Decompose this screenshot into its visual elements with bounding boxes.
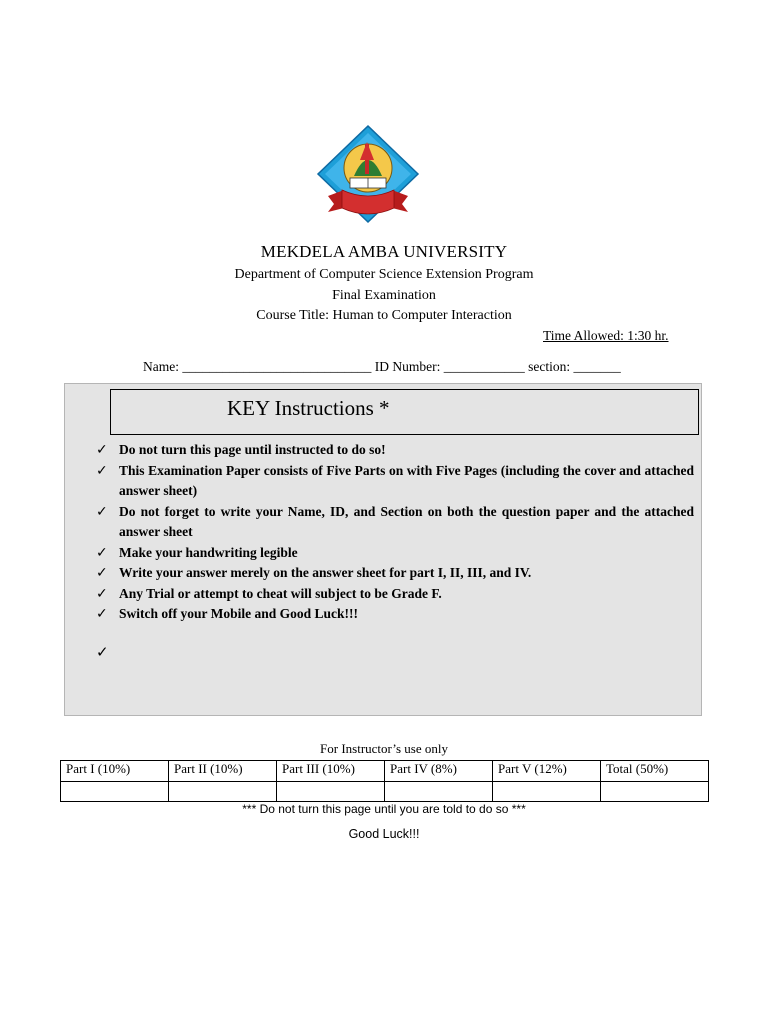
marks-score-cell bbox=[61, 782, 169, 802]
instruction-item bbox=[96, 461, 694, 502]
student-info-fields: Name: ____________________________ ID Number: ____________ section: _______ bbox=[143, 359, 621, 374]
marks-score-cell bbox=[493, 782, 601, 802]
marks-score-cell bbox=[277, 782, 385, 802]
marks-header-row bbox=[61, 761, 709, 782]
marks-column-header: Part IV (8%) bbox=[385, 761, 493, 782]
university-seal-emblem-icon bbox=[314, 124, 422, 228]
university-logo bbox=[314, 124, 422, 228]
marks-score-cell bbox=[601, 782, 709, 802]
instruction-item bbox=[96, 440, 694, 461]
instruction-text: Any Trial or attempt to cheat will subject to be Grade F. bbox=[119, 585, 442, 601]
check-mark-icon: ✓ bbox=[96, 503, 108, 520]
instruction-text: Do not forget to write your Name, ID, and Section on both the question paper and the attached answer sheet bbox=[119, 503, 694, 539]
instruction-text: Switch off your Mobile and Good Luck!!! bbox=[119, 606, 359, 621]
marks-column-header: Part V (12%) bbox=[493, 761, 601, 782]
marks-score-cell bbox=[385, 782, 493, 802]
course-title: Course Title: Human to Computer Interaction bbox=[256, 308, 512, 323]
check-mark-icon: ✓ bbox=[96, 565, 108, 581]
check-mark-icon: ✓ bbox=[96, 442, 108, 458]
instruction-item bbox=[96, 584, 694, 605]
instruction-text: Make your handwriting legible bbox=[119, 544, 298, 560]
instruction-text: Write your answer merely on the answer sheet for part I, II, III, and IV. bbox=[119, 565, 532, 580]
exam-type: Final Examination bbox=[332, 288, 436, 303]
instructor-use-caption: For Instructor’s use only bbox=[320, 741, 448, 756]
check-mark-icon: ✓ bbox=[96, 462, 108, 479]
instructions-list bbox=[96, 440, 694, 625]
check-mark-icon: ✓ bbox=[96, 544, 108, 561]
marks-column-header: Total (50%) bbox=[601, 761, 709, 782]
instruction-item bbox=[96, 604, 694, 625]
footer-note: *** Do not turn this page until you are told to do so *** bbox=[242, 802, 526, 816]
instruction-item bbox=[96, 563, 694, 584]
instruction-item bbox=[96, 543, 694, 564]
department-name: Department of Computer Science Extension Program bbox=[234, 267, 534, 282]
instruction-text: Do not turn this page until instructed to do so! bbox=[119, 442, 386, 457]
instructions-title-box bbox=[110, 389, 699, 435]
marks-score-row bbox=[61, 782, 709, 802]
instruction-item bbox=[96, 502, 694, 543]
marks-column-header: Part III (10%) bbox=[277, 761, 385, 782]
good-luck-text: Good Luck!!! bbox=[348, 827, 420, 841]
time-allowed: Time Allowed: 1:30 hr. bbox=[543, 328, 669, 343]
check-mark-icon: ✓ bbox=[96, 606, 108, 622]
marks-score-cell bbox=[169, 782, 277, 802]
instruction-text: This Examination Paper consists of Five Parts on with Five Pages (including the cover and attached answer sheet) bbox=[119, 462, 694, 498]
instructions-title: KEY Instructions * bbox=[227, 396, 390, 420]
empty-check-mark-icon: ✓ bbox=[96, 643, 109, 661]
university-name: MEKDELA AMBA UNIVERSITY bbox=[260, 242, 508, 261]
check-mark-icon: ✓ bbox=[96, 585, 108, 602]
marks-column-header: Part I (10%) bbox=[61, 761, 169, 782]
marks-table bbox=[60, 760, 709, 802]
marks-column-header: Part II (10%) bbox=[169, 761, 277, 782]
